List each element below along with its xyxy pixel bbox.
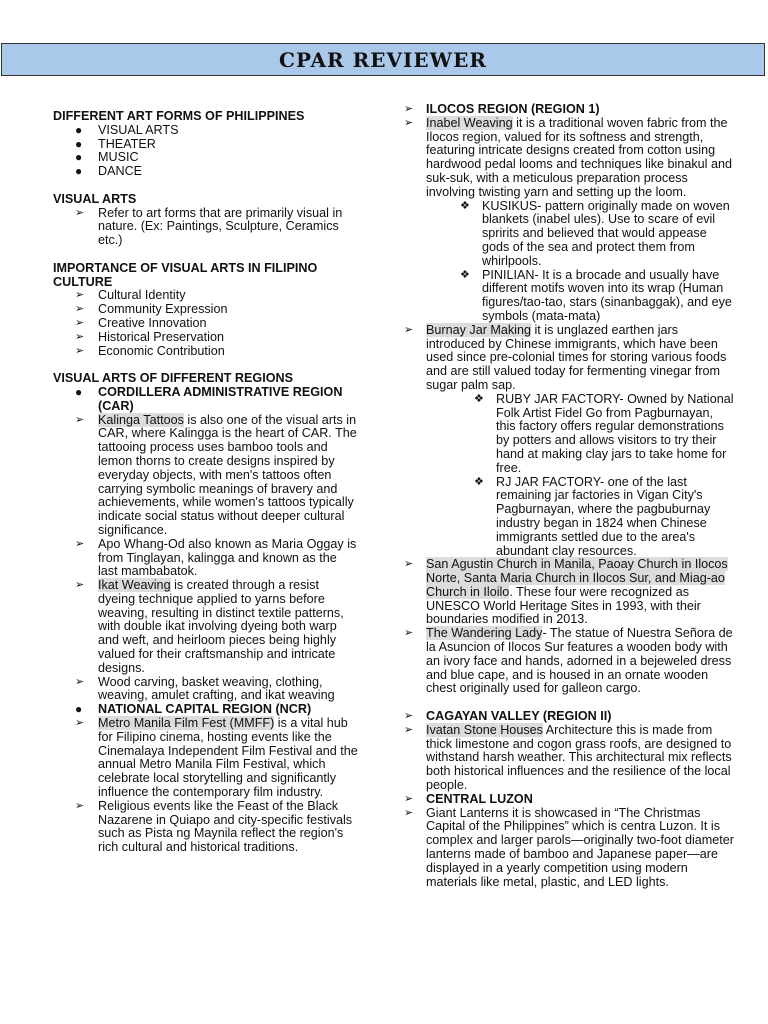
list-item bbox=[404, 793, 734, 807]
arrow-bullet-icon: ➢ bbox=[75, 344, 85, 357]
list-item: ➢ Ivatan Stone Houses Architecture this is made from thick limestone and cogon grass roofs, are designed to withstand harsh weather. This architectural mix reflects both historical influences and the resilience of the local people. bbox=[404, 722, 732, 793]
list-item bbox=[53, 703, 358, 717]
arrow-bullet-icon: ➢ bbox=[404, 627, 414, 640]
arrow-bullet-icon: ➢ bbox=[75, 799, 85, 812]
list-item: ➢ Community Expression bbox=[75, 302, 228, 317]
list-item: ❖ RJ JAR FACTORY- one of the last remaining jar factories in Vigan City's Pagburnayan, where the pagbuburnay industry began in 1824 when Chinese immigrants settled due to the area's abundant clay resources. bbox=[474, 474, 711, 558]
list-item: ➢ Inabel Weaving it is a traditional woven fabric from the Ilocos region, valued for its softness and strength, featuring intricate designs created from cotton using hardwood pedal looms and techniques like binakul and suk-suk, with a meticulous preparation process involving twisting yarn and setting up the loom. bbox=[404, 115, 732, 199]
importance-heading: IMPORTANCE OF VISUAL ARTS IN FILIPINO CULTURE bbox=[53, 260, 318, 289]
arrow-bullet-icon: ➢ bbox=[75, 717, 85, 730]
ilocos-heading: ILOCOS REGION (REGION 1) bbox=[426, 102, 600, 116]
list-item: ● MUSIC bbox=[75, 150, 139, 165]
arrow-bullet-icon: ➢ bbox=[404, 323, 414, 336]
list-item: ➢ Metro Manila Film Fest (MMFF) is a vital hub for Filipino cinema, hosting events like the Cinemalaya Independent Film Festival and the annual Metro Manila Film Festival, which celebrate local storytelling and significantly influence the contemporary film industry. bbox=[75, 716, 358, 800]
visual-arts-heading: VISUAL ARTS bbox=[53, 191, 137, 206]
highlight: The Wandering Lady bbox=[426, 626, 543, 641]
list-item: ➢ Cultural Identity bbox=[75, 288, 186, 303]
arrow-bullet-icon: ➢ bbox=[75, 330, 85, 343]
art-forms-heading: DIFFERENT ART FORMS OF PHILIPPINES bbox=[53, 109, 305, 123]
arrow-bullet-icon: ➢ bbox=[75, 413, 85, 426]
list-item: ➢ Kalinga Tattoos is also one of the visual arts in CAR, where Kalingga is the heart of CAR. The tattooing process uses bamboo tools and lemon thorns to create designs inspired by everyday objects, with men's tattoos often carrying symbolic meanings of bravery and achievements, while women's tattoos typically indicate social status without deeper cultural significance. bbox=[75, 412, 357, 537]
list-item: ● THEATER bbox=[75, 136, 156, 151]
bullet-dot-icon: ● bbox=[75, 384, 83, 399]
highlight: Metro Manila Film Fest (MMFF) bbox=[98, 716, 275, 731]
highlight: Ikat Weaving bbox=[98, 578, 171, 593]
regions-heading: VISUAL ARTS OF DIFFERENT REGIONS bbox=[53, 371, 293, 386]
arrow-bullet-icon: ➢ bbox=[75, 303, 85, 316]
arrow-bullet-icon: ➢ bbox=[404, 792, 414, 805]
diamond-bullet-icon: ❖ bbox=[460, 268, 470, 281]
ncr-heading: NATIONAL CAPITAL REGION (NCR) bbox=[98, 702, 312, 717]
list-item: ● DANCE bbox=[75, 164, 143, 179]
list-item: ➢ Ikat Weaving is created through a resist dyeing technique applied to yarns before weaving, resulting in distinct textile patterns, with double ikat involving dyeing both warp and weft, and heirloom pieces being highly valued for their craftsmanship and intricate designs. bbox=[75, 578, 344, 675]
list-item bbox=[404, 710, 734, 724]
diamond-bullet-icon: ❖ bbox=[460, 199, 470, 212]
list-item: ❖ PINILIAN- It is a brocade and usually have different motifs woven into its wrap (Human figures/tao-tao, stars (sinanbaggak), and eye symbols (mata-mata) bbox=[460, 267, 732, 323]
list-item: ➢ Apo Whang-Od also known as Maria Oggay is from Tinglayan, kalingga and known as the last mambabatok. bbox=[75, 536, 357, 579]
diamond-bullet-icon: ❖ bbox=[474, 392, 484, 405]
car-heading: CORDILLERA ADMINISTRATIVE REGION (CAR) bbox=[98, 384, 343, 413]
central-luzon-heading: CENTRAL LUZON bbox=[426, 791, 533, 806]
arrow-bullet-icon: ➢ bbox=[75, 289, 85, 302]
highlight: Inabel Weaving bbox=[426, 115, 513, 130]
arrow-bullet-icon: ➢ bbox=[404, 806, 414, 819]
arrow-bullet-icon: ➢ bbox=[404, 558, 414, 571]
page-title: CPAR REVIEWER bbox=[279, 47, 487, 72]
list-item: ➢ Giant Lanterns it is showcased in “The Christmas Capital of the Philippines” which is centra Luzon. It is complex and larger parols—originally two-foot diameter lanterns made of bamboo and Japanese paper—are displayed in a yearly competition using modern materials like metal, plastic, and LED lights. bbox=[404, 805, 734, 889]
bullet-dot-icon: ● bbox=[75, 136, 83, 151]
arrow-bullet-icon: ➢ bbox=[404, 710, 414, 723]
highlight: Kalinga Tattoos bbox=[98, 412, 184, 427]
list-item bbox=[53, 386, 358, 414]
list-item: ➢ Economic Contribution bbox=[75, 343, 225, 358]
highlight: Burnay Jar Making bbox=[426, 322, 531, 337]
cagayan-heading: CAGAYAN VALLEY (REGION II) bbox=[426, 709, 612, 724]
arrow-bullet-icon: ➢ bbox=[404, 116, 414, 129]
left-column bbox=[53, 110, 358, 855]
arrow-bullet-icon: ➢ bbox=[75, 675, 85, 688]
highlight: San Agustin Church in Manila, Paoay Church in Ilocos Norte, Santa Maria Church in Ilocos Sur, and Miag-ao Church in Iloilo bbox=[426, 557, 728, 599]
right-column bbox=[404, 103, 734, 889]
list-item: ➢ The Wandering Lady- The statue of Nuestra Señora de la Asuncion of Ilocos Sur features a wooden body with an ivory face and hands, adorned in a bejeweled dress and blue cape, and is housed in an ornate wooden chest originally used for galleon cargo. bbox=[404, 626, 733, 696]
list-item: ❖ KUSIKUS- pattern originally made on woven blankets (inabel ules). Use to scare of evil spririts and believed that would appease gods of the sea and protect them from whirlpools. bbox=[460, 198, 730, 268]
diamond-bullet-icon: ❖ bbox=[474, 475, 484, 488]
arrow-bullet-icon: ➢ bbox=[75, 316, 85, 329]
bullet-dot-icon: ● bbox=[75, 150, 83, 165]
arrow-bullet-icon: ➢ bbox=[404, 723, 414, 736]
list-item: ➢ Burnay Jar Making it is unglazed earthen jars introduced by Chinese immigrants, which have been used since pre-colonial times for storing various foods and are still valued today for fermenting vinegar from sugar palm sap. bbox=[404, 322, 727, 392]
list-item: ➢ Refer to art forms that are primarily visual in nature. (Ex: Paintings, Sculpture, Ceramics etc.) bbox=[75, 205, 343, 248]
list-item: ➢ Religious events like the Feast of the Black Nazarene in Quiapo and city-specific festivals such as Pista ng Maynila reflect the region's rich cultural and historical traditions. bbox=[75, 798, 353, 855]
list-item: ➢ Creative Innovation bbox=[75, 315, 207, 330]
bullet-dot-icon: ● bbox=[75, 122, 83, 137]
list-item: ➢ San Agustin Church in Manila, Paoay Church in Ilocos Norte, Santa Maria Church in Ilocos Sur, and Miag-ao Church in Iloilo. These four were recognized as UNESCO World Heritage Sites in 1993, with their boundaries modified in 2013. bbox=[404, 557, 728, 627]
title-bar bbox=[1, 43, 765, 76]
list-item: ❖ RUBY JAR FACTORY- Owned by National Folk Artist Fidel Go from Pagburnayan, this factory offers regular demonstrations by potters and allows visitors to try their hand at making clay jars to take home for free. bbox=[474, 391, 734, 475]
list-item: ➢ Historical Preservation bbox=[75, 329, 224, 344]
bullet-dot-icon: ● bbox=[75, 702, 83, 717]
arrow-bullet-icon: ➢ bbox=[75, 206, 85, 219]
bullet-dot-icon: ● bbox=[75, 164, 83, 179]
highlight: Ivatan Stone Houses bbox=[426, 722, 543, 737]
list-item: ● VISUAL ARTS bbox=[75, 122, 179, 137]
arrow-bullet-icon: ➢ bbox=[75, 537, 85, 550]
list-item bbox=[404, 103, 734, 117]
arrow-bullet-icon: ➢ bbox=[75, 579, 85, 592]
arrow-bullet-icon: ➢ bbox=[404, 103, 414, 115]
list-item: ➢ Wood carving, basket weaving, clothing, weaving, amulet crafting, and ikat weaving bbox=[75, 674, 335, 703]
